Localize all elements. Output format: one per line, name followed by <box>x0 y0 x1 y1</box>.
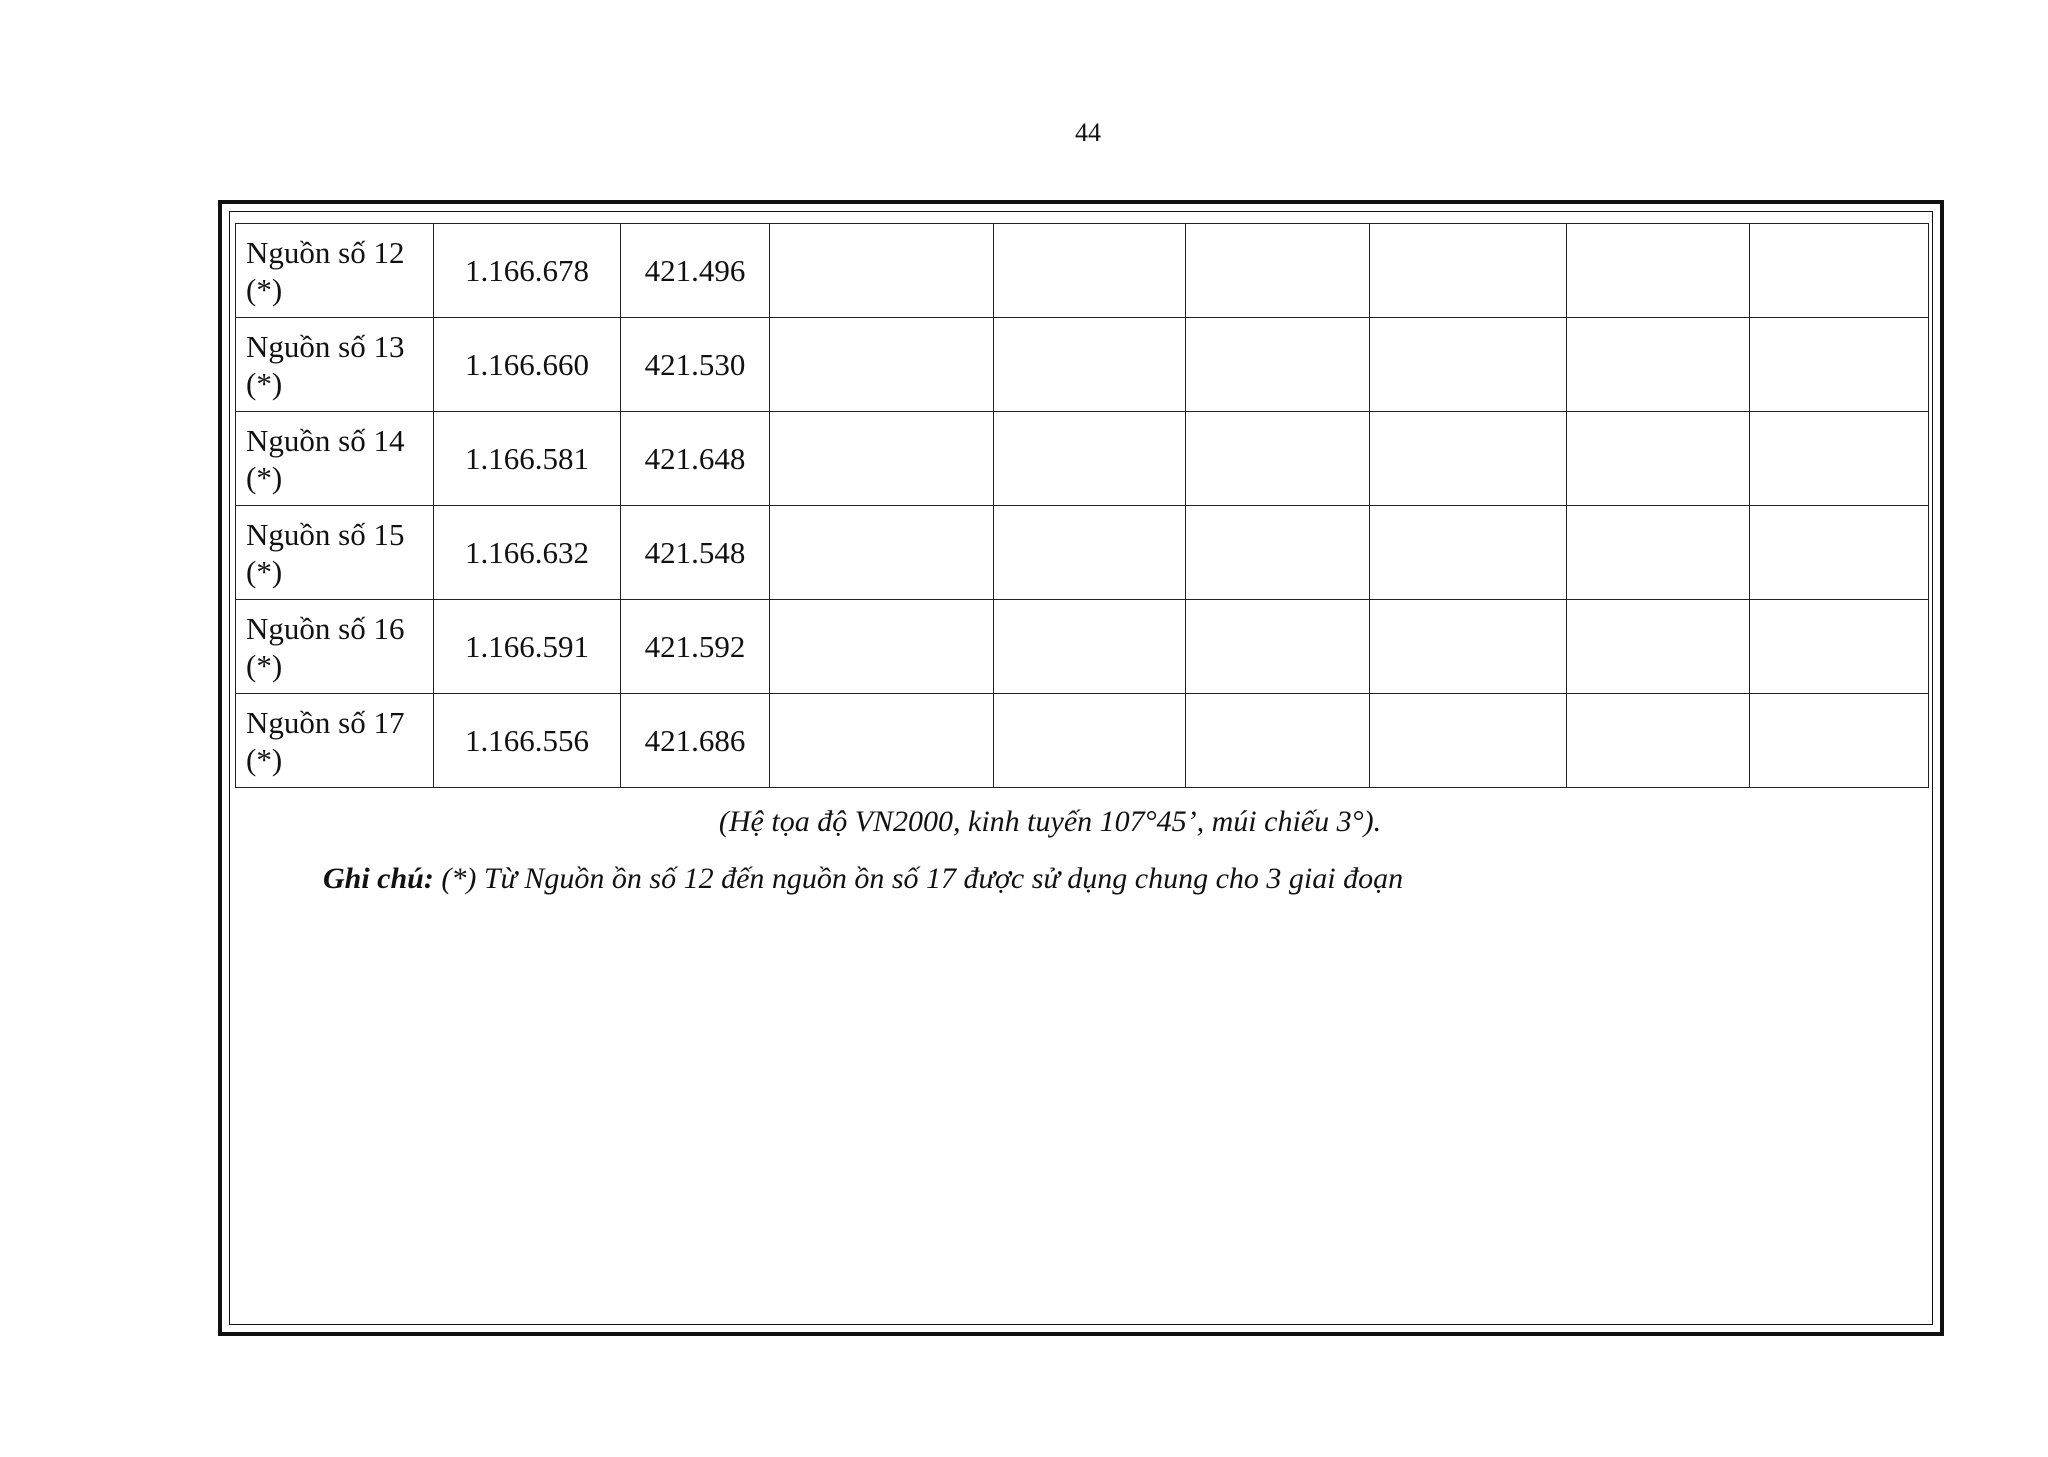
source-mark: (*) <box>246 365 283 401</box>
empty-cell <box>1567 506 1750 600</box>
page-number: 44 <box>1075 118 1101 147</box>
empty-cell <box>994 600 1186 694</box>
source-name-cell <box>236 506 434 600</box>
table-row <box>236 412 1929 506</box>
source-mark: (*) <box>246 271 283 307</box>
empty-cell <box>1186 506 1370 600</box>
empty-cell <box>770 412 994 506</box>
empty-cell <box>770 318 994 412</box>
source-name: Nguồn số 14 <box>246 422 405 458</box>
source-name: Nguồn số 15 <box>246 516 405 552</box>
y-coordinate-cell: 421.686 <box>621 694 770 788</box>
table-row <box>236 224 1929 318</box>
empty-cell <box>770 694 994 788</box>
empty-cell <box>994 224 1186 318</box>
footnote <box>323 862 1403 896</box>
y-coordinate-cell: 421.496 <box>621 224 770 318</box>
empty-cell <box>1370 600 1567 694</box>
source-name: Nguồn số 13 <box>246 328 405 364</box>
source-mark: (*) <box>246 741 283 777</box>
source-name: Nguồn số 17 <box>246 704 405 740</box>
empty-cell <box>1370 318 1567 412</box>
x-coordinate-cell: 1.166.632 <box>434 506 621 600</box>
empty-cell <box>1370 224 1567 318</box>
y-coordinate-cell: 421.648 <box>621 412 770 506</box>
x-coordinate-cell: 1.166.581 <box>434 412 621 506</box>
empty-cell <box>1567 694 1750 788</box>
noise-source-coordinate-table <box>235 223 1929 788</box>
empty-cell <box>1370 694 1567 788</box>
footnote-text: (*) Từ Nguồn ồn số 12 đến nguồn ồn số 17 được sử dụng chung cho 3 giai đoạn <box>433 862 1404 895</box>
empty-cell <box>1370 506 1567 600</box>
coordinate-system-caption: (Hệ tọa độ VN2000, kinh tuyến 107°45’, múi chiếu 3°). <box>718 805 1382 838</box>
empty-cell <box>1750 412 1929 506</box>
source-mark: (*) <box>246 553 283 589</box>
x-coordinate-cell: 1.166.591 <box>434 600 621 694</box>
source-name: Nguồn số 12 <box>246 234 405 270</box>
empty-cell <box>1750 506 1929 600</box>
empty-cell <box>1567 224 1750 318</box>
source-name-cell <box>236 412 434 506</box>
y-coordinate-cell: 421.530 <box>621 318 770 412</box>
empty-cell <box>994 318 1186 412</box>
x-coordinate-cell: 1.166.678 <box>434 224 621 318</box>
source-name: Nguồn số 16 <box>246 610 405 646</box>
empty-cell <box>1567 318 1750 412</box>
source-name-cell <box>236 694 434 788</box>
source-name-cell <box>236 318 434 412</box>
table-row <box>236 318 1929 412</box>
empty-cell <box>1750 694 1929 788</box>
empty-cell <box>994 694 1186 788</box>
empty-cell <box>770 600 994 694</box>
empty-cell <box>994 506 1186 600</box>
empty-cell <box>770 224 994 318</box>
empty-cell <box>994 412 1186 506</box>
table-row <box>236 506 1929 600</box>
table-row <box>236 600 1929 694</box>
empty-cell <box>770 506 994 600</box>
empty-cell <box>1186 318 1370 412</box>
empty-cell <box>1370 412 1567 506</box>
footnote-label: Ghi chú: <box>323 862 434 895</box>
source-name-cell <box>236 224 434 318</box>
empty-cell <box>1567 412 1750 506</box>
table-row <box>236 694 1929 788</box>
empty-cell <box>1750 318 1929 412</box>
empty-cell <box>1186 600 1370 694</box>
empty-cell <box>1186 694 1370 788</box>
y-coordinate-cell: 421.548 <box>621 506 770 600</box>
empty-cell <box>1750 600 1929 694</box>
empty-cell <box>1567 600 1750 694</box>
x-coordinate-cell: 1.166.556 <box>434 694 621 788</box>
x-coordinate-cell: 1.166.660 <box>434 318 621 412</box>
empty-cell <box>1750 224 1929 318</box>
empty-cell <box>1186 412 1370 506</box>
empty-cell <box>1186 224 1370 318</box>
source-mark: (*) <box>246 459 283 495</box>
y-coordinate-cell: 421.592 <box>621 600 770 694</box>
source-name-cell <box>236 600 434 694</box>
source-mark: (*) <box>246 647 283 683</box>
